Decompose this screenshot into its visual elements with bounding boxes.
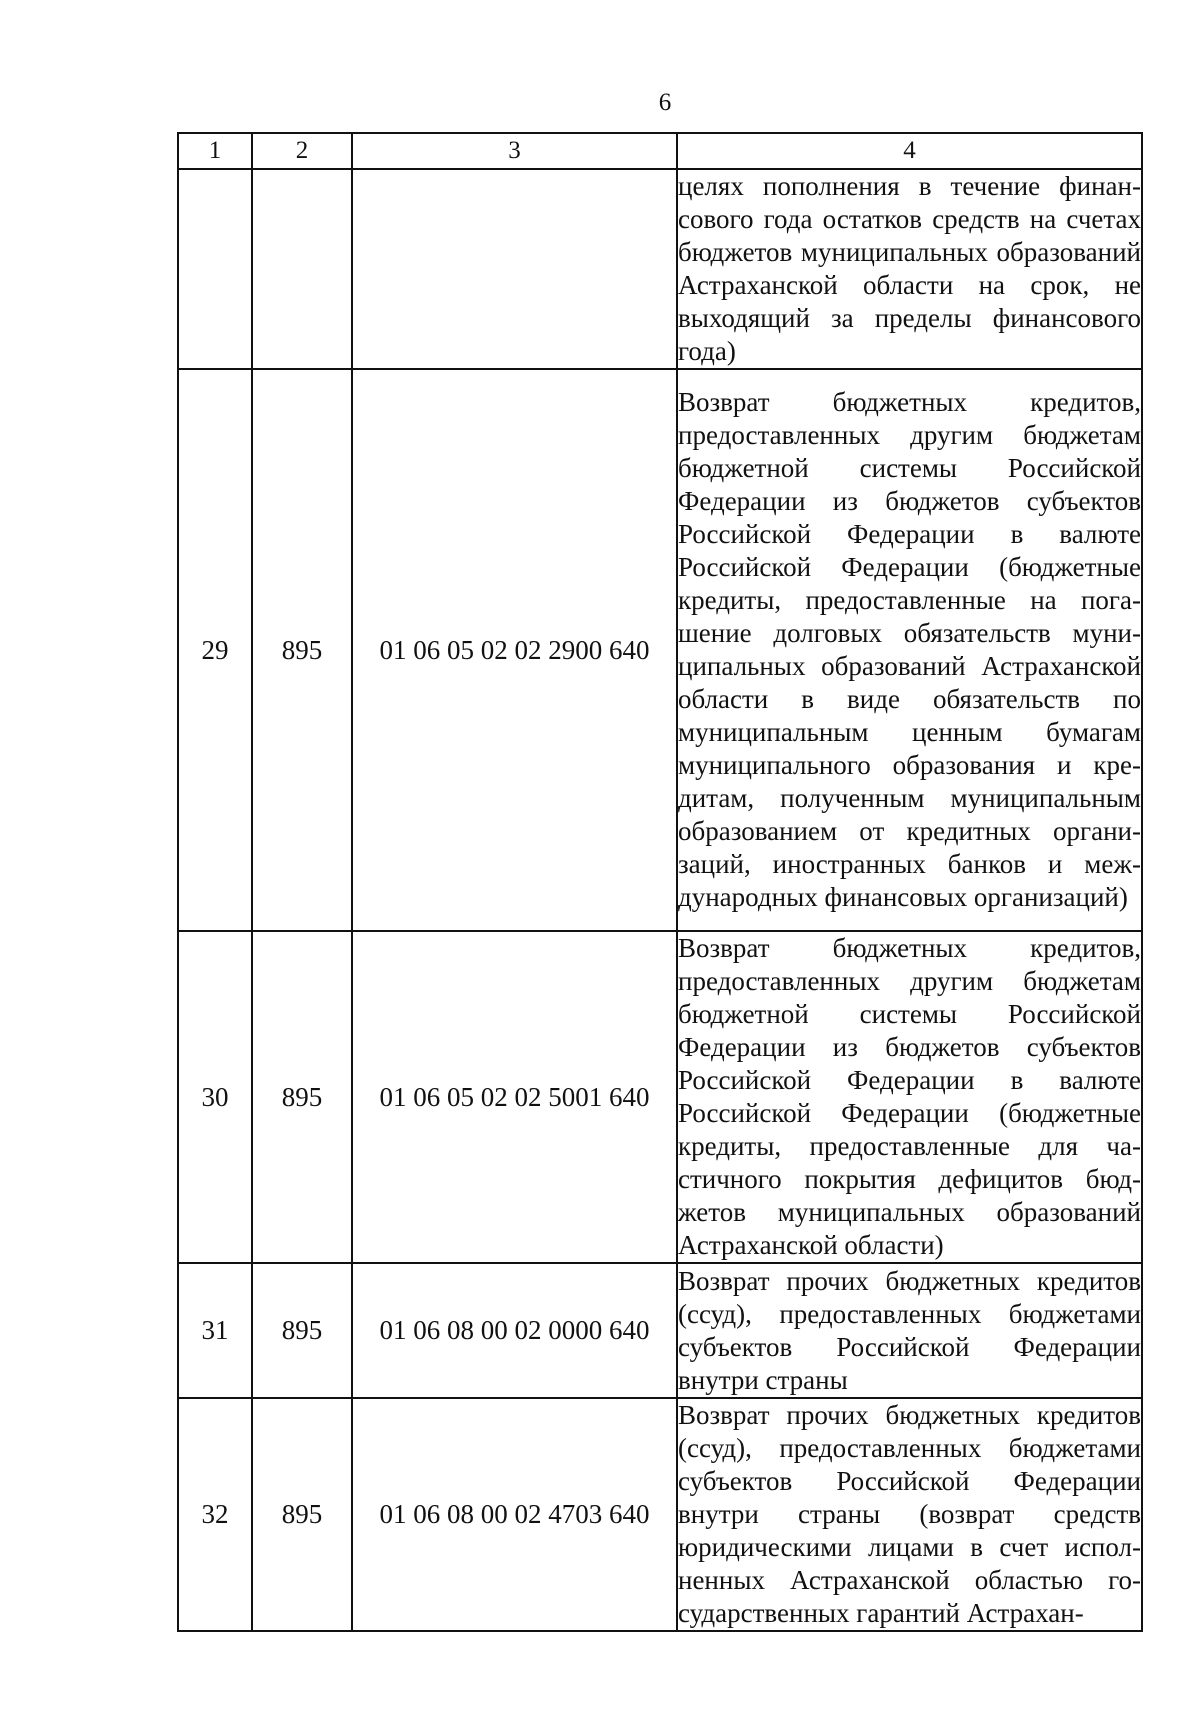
budget-code-cell: 01 06 08 00 02 0000 640 <box>352 1263 677 1398</box>
admin-code-cell: 895 <box>252 1398 352 1631</box>
description-cell: Возврат прочих бюджетных кредитов (ссуд), предоставленных бюджетами субъектов Российской Федерации внутри страны <box>677 1263 1142 1398</box>
row-number-cell: 30 <box>178 931 252 1263</box>
budget-codes-table <box>177 132 1143 1632</box>
table-row <box>178 1263 1142 1398</box>
row-number-cell <box>178 169 252 369</box>
table-row <box>178 931 1142 1263</box>
row-number-cell: 31 <box>178 1263 252 1398</box>
row-number-cell: 29 <box>178 369 252 931</box>
column-header-3: 3 <box>352 133 677 169</box>
description-cell: Возврат бюджетных кредитов, предоставленных другим бюджетам бюджетной системы Российской Федерации из бюджетов субъектов Российской Федерации в валюте Российской Федерации (бюджетные кредиты, предоставленные для частичного покрытия дефицитов бюджетов муниципальных образований Астраханской области) <box>677 931 1142 1263</box>
budget-code-cell: 01 06 05 02 02 2900 640 <box>352 369 677 931</box>
description-cell: Возврат прочих бюджетных кредитов (ссуд), предоставленных бюджетами субъектов Российской Федерации внутри страны (возврат средств юридическими лицами в счет исполненных Астраханской областью государственных гарантий Астрахан- <box>677 1398 1142 1631</box>
page-number: 6 <box>658 89 672 116</box>
column-header-1: 1 <box>178 133 252 169</box>
budget-code-cell <box>352 169 677 369</box>
admin-code-cell: 895 <box>252 931 352 1263</box>
row-number-cell: 32 <box>178 1398 252 1631</box>
column-header-2: 2 <box>252 133 352 169</box>
budget-code-cell: 01 06 05 02 02 5001 640 <box>352 931 677 1263</box>
description-cell: целях пополнения в течение финансового года остатков средств на счетах бюджетов муниципальных образований Астраханской области на срок, не выходящий за пределы финансового года) <box>677 169 1142 369</box>
description-cell: Возврат бюджетных кредитов, предоставленных другим бюджетам бюджетной системы Российской Федерации из бюджетов субъектов Российской Федерации в валюте Российской Федерации (бюджетные кредиты, предоставленные на погашение долговых обязательств муниципальных образований Астраханской области в виде обязательств по муниципальным ценным бумагам муниципального образования и кредитам, полученным муниципальным образованием от кредитных организаций, иностранных банков и международных финансовых организаций) <box>677 369 1142 931</box>
admin-code-cell: 895 <box>252 1263 352 1398</box>
column-header-4: 4 <box>677 133 1142 169</box>
admin-code-cell: 895 <box>252 369 352 931</box>
column-number-row <box>178 133 1142 169</box>
table-row <box>178 169 1142 369</box>
table-row <box>178 369 1142 931</box>
table-row <box>178 1398 1142 1631</box>
budget-code-cell: 01 06 08 00 02 4703 640 <box>352 1398 677 1631</box>
admin-code-cell <box>252 169 352 369</box>
